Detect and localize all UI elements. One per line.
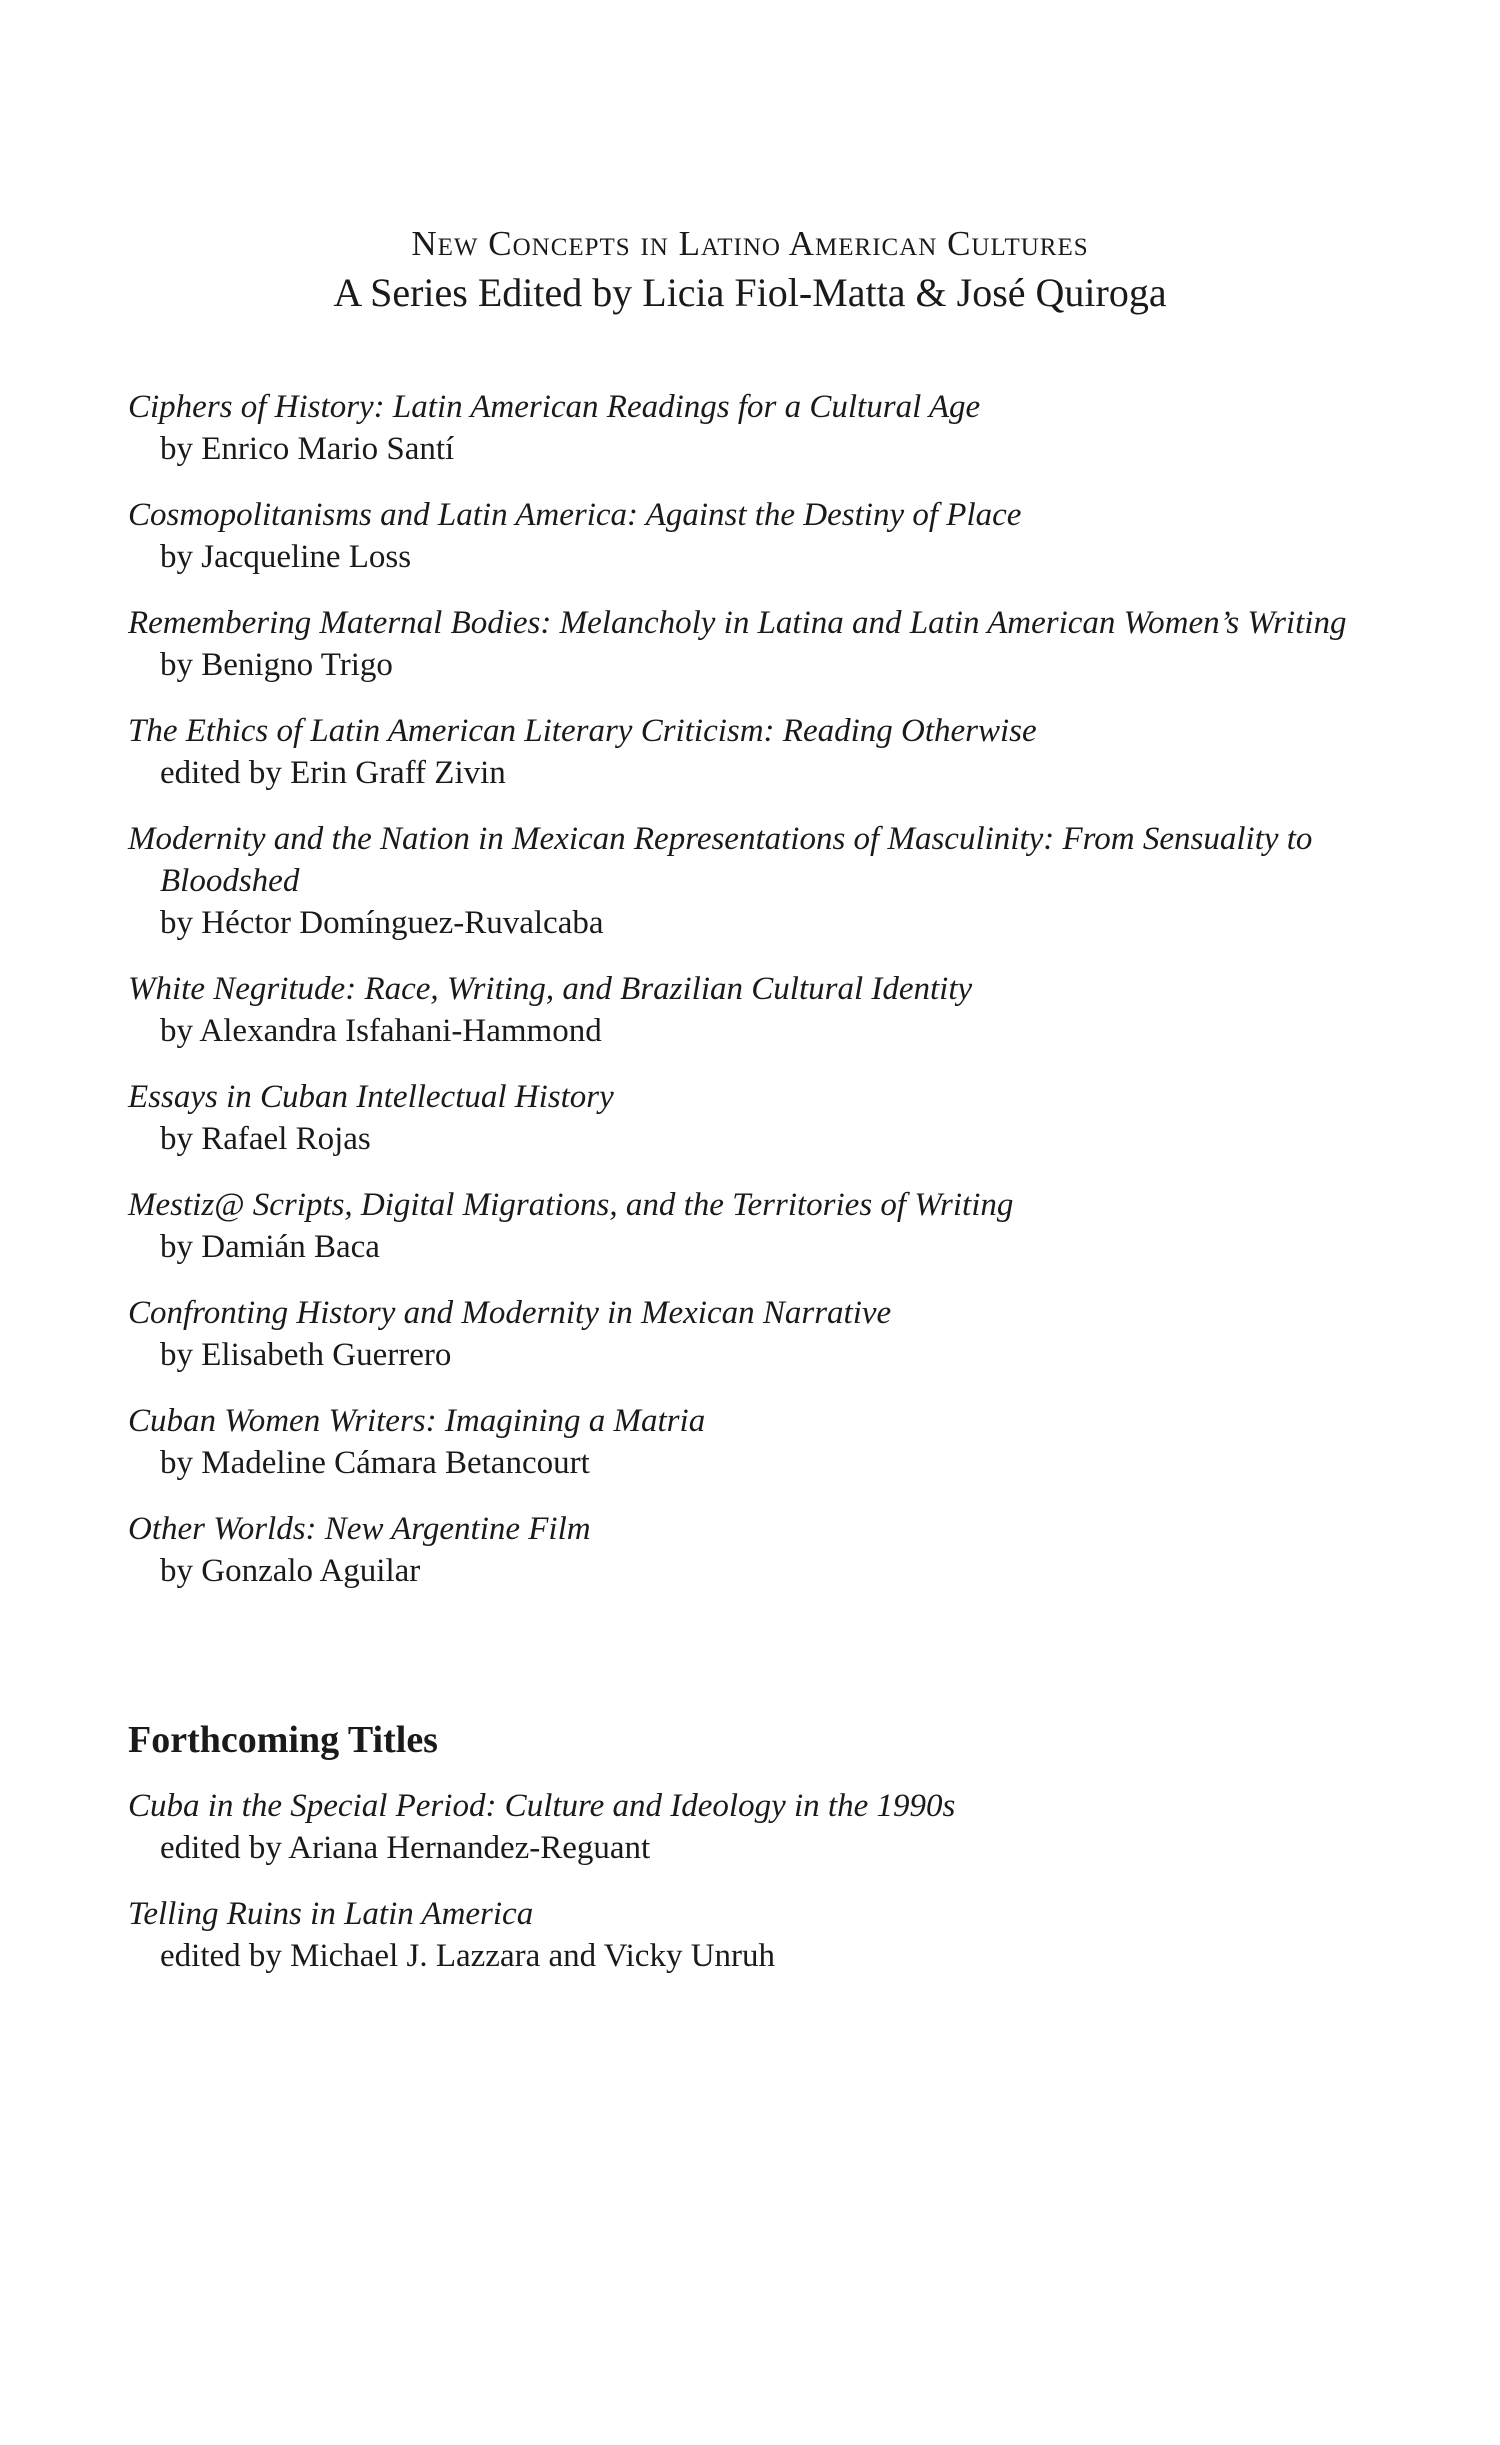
book-author: by Enrico Mario Santí (160, 431, 455, 467)
book-author: by Héctor Domínguez-Ruvalcaba (160, 905, 604, 941)
book-title: Cosmopolitanisms and Latin America: Against the Destiny of Place (128, 497, 1022, 533)
forthcoming-entry (128, 1785, 1388, 1869)
series-name: New Concepts in Latino American Cultures (411, 224, 1089, 263)
book-entry (128, 710, 1388, 794)
book-list (128, 386, 1388, 1616)
book-title: Cuba in the Special Period: Culture and Ideology in the 1990s (128, 1788, 956, 1824)
book-entry (128, 1184, 1388, 1268)
forthcoming-heading: Forthcoming Titles (128, 1719, 438, 1761)
book-author: by Madeline Cámara Betancourt (160, 1445, 590, 1481)
book-title: Ciphers of History: Latin American Readings for a Cultural Age (128, 389, 981, 425)
book-entry (128, 1508, 1388, 1592)
book-entry (128, 1292, 1388, 1376)
book-title: Cuban Women Writers: Imagining a Matria (128, 1403, 706, 1439)
book-entry (128, 968, 1388, 1052)
book-title: Modernity and the Nation in Mexican Representations of Masculinity: From Sensuality to Bloodshed (128, 821, 1313, 899)
book-entry (128, 494, 1388, 578)
book-entry (128, 386, 1388, 470)
book-author: by Elisabeth Guerrero (160, 1337, 452, 1373)
book-title: White Negritude: Race, Writing, and Brazilian Cultural Identity (128, 971, 973, 1007)
book-entry (128, 1400, 1388, 1484)
book-author: by Damián Baca (160, 1229, 380, 1265)
book-author: by Alexandra Isfahani-Hammond (160, 1013, 602, 1049)
book-entry (128, 1076, 1388, 1160)
book-author: edited by Ariana Hernandez-Reguant (160, 1830, 651, 1866)
book-entry (128, 602, 1388, 686)
book-title: Mestiz@ Scripts, Digital Migrations, and the Territories of Writing (128, 1187, 1014, 1223)
series-header (0, 220, 1500, 318)
book-author: edited by Erin Graff Zivin (160, 755, 506, 791)
book-title: Essays in Cuban Intellectual History (128, 1079, 614, 1115)
forthcoming-entry (128, 1893, 1388, 1977)
forthcoming-section (128, 1715, 1388, 2001)
book-title: Other Worlds: New Argentine Film (128, 1511, 591, 1547)
series-editors: A Series Edited by Licia Fiol-Matta & José Quiroga (333, 270, 1167, 315)
book-title: Remembering Maternal Bodies: Melancholy in Latina and Latin American Women’s Writing (128, 605, 1347, 641)
book-title: Telling Ruins in Latin America (128, 1896, 534, 1932)
book-entry (128, 818, 1388, 944)
book-author: by Gonzalo Aguilar (160, 1553, 421, 1589)
book-author: edited by Michael J. Lazzara and Vicky Unruh (160, 1938, 776, 1974)
book-title: Confronting History and Modernity in Mexican Narrative (128, 1295, 892, 1331)
book-author: by Jacqueline Loss (160, 539, 412, 575)
book-author: by Rafael Rojas (160, 1121, 371, 1157)
book-author: by Benigno Trigo (160, 647, 393, 683)
book-title: The Ethics of Latin American Literary Criticism: Reading Otherwise (128, 713, 1037, 749)
